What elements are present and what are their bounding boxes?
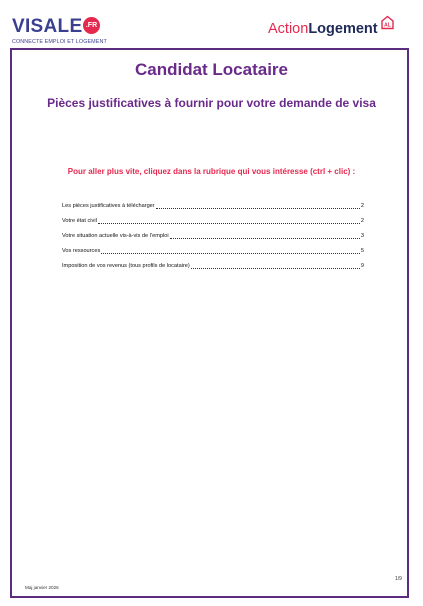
toc-dot-leader — [191, 259, 360, 269]
toc-item-ressources[interactable] — [62, 244, 364, 259]
toc-item-label: Vos ressources — [62, 248, 101, 254]
toc-dot-leader — [101, 244, 360, 254]
toc-item-situation-emploi[interactable] — [62, 229, 364, 244]
toc-item-label: Imposition de vos revenus (tous profils de locataire) — [62, 263, 190, 269]
toc-dot-leader — [156, 199, 360, 209]
footer-update-date: Maj janvier 2026 — [25, 585, 59, 590]
toc-item-page: 3 — [360, 233, 364, 239]
page-title: Candidat Locataire — [134, 60, 289, 79]
table-of-contents — [62, 199, 364, 274]
page-subtitle: Pièces justificatives à fournir pour votre demande de visa — [47, 96, 376, 110]
visale-logo-word: VISALE — [12, 16, 83, 37]
toc-item-page: 2 — [360, 203, 364, 209]
toc-item-page: 9 — [360, 263, 364, 269]
visale-logo-tagline: CONNECTE EMPLOI ET LOGEMENT — [12, 39, 107, 45]
toc-item-etat-civil[interactable] — [62, 214, 364, 229]
toc-item-label: Les pièces justificatives à télécharger — [62, 203, 155, 209]
page-number: 1/9 — [395, 576, 402, 582]
visale-logo — [12, 16, 112, 50]
toc-dot-leader — [98, 214, 360, 224]
action-logement-wordmark: ActionLogement — [268, 21, 378, 37]
page-border — [10, 48, 409, 598]
toc-item-page: 5 — [360, 248, 364, 254]
visale-logo-badge: .FR — [83, 17, 100, 34]
action-logement-logo — [268, 15, 398, 41]
toc-dot-leader — [170, 229, 360, 239]
toc-item-label: Votre état civil — [62, 218, 97, 224]
action-logement-mark-icon — [380, 15, 395, 30]
toc-item-label: Votre situation actuelle vis-à-vis de l’emploi — [62, 233, 169, 239]
toc-item-imposition[interactable] — [62, 259, 364, 274]
svg-text:AL: AL — [384, 22, 391, 29]
navigation-notice: Pour aller plus vite, cliquez dans la rubrique qui vous intéresse (ctrl + clic) : — [67, 167, 356, 176]
toc-item-page: 2 — [360, 218, 364, 224]
toc-item-pieces-justificatives[interactable] — [62, 199, 364, 214]
